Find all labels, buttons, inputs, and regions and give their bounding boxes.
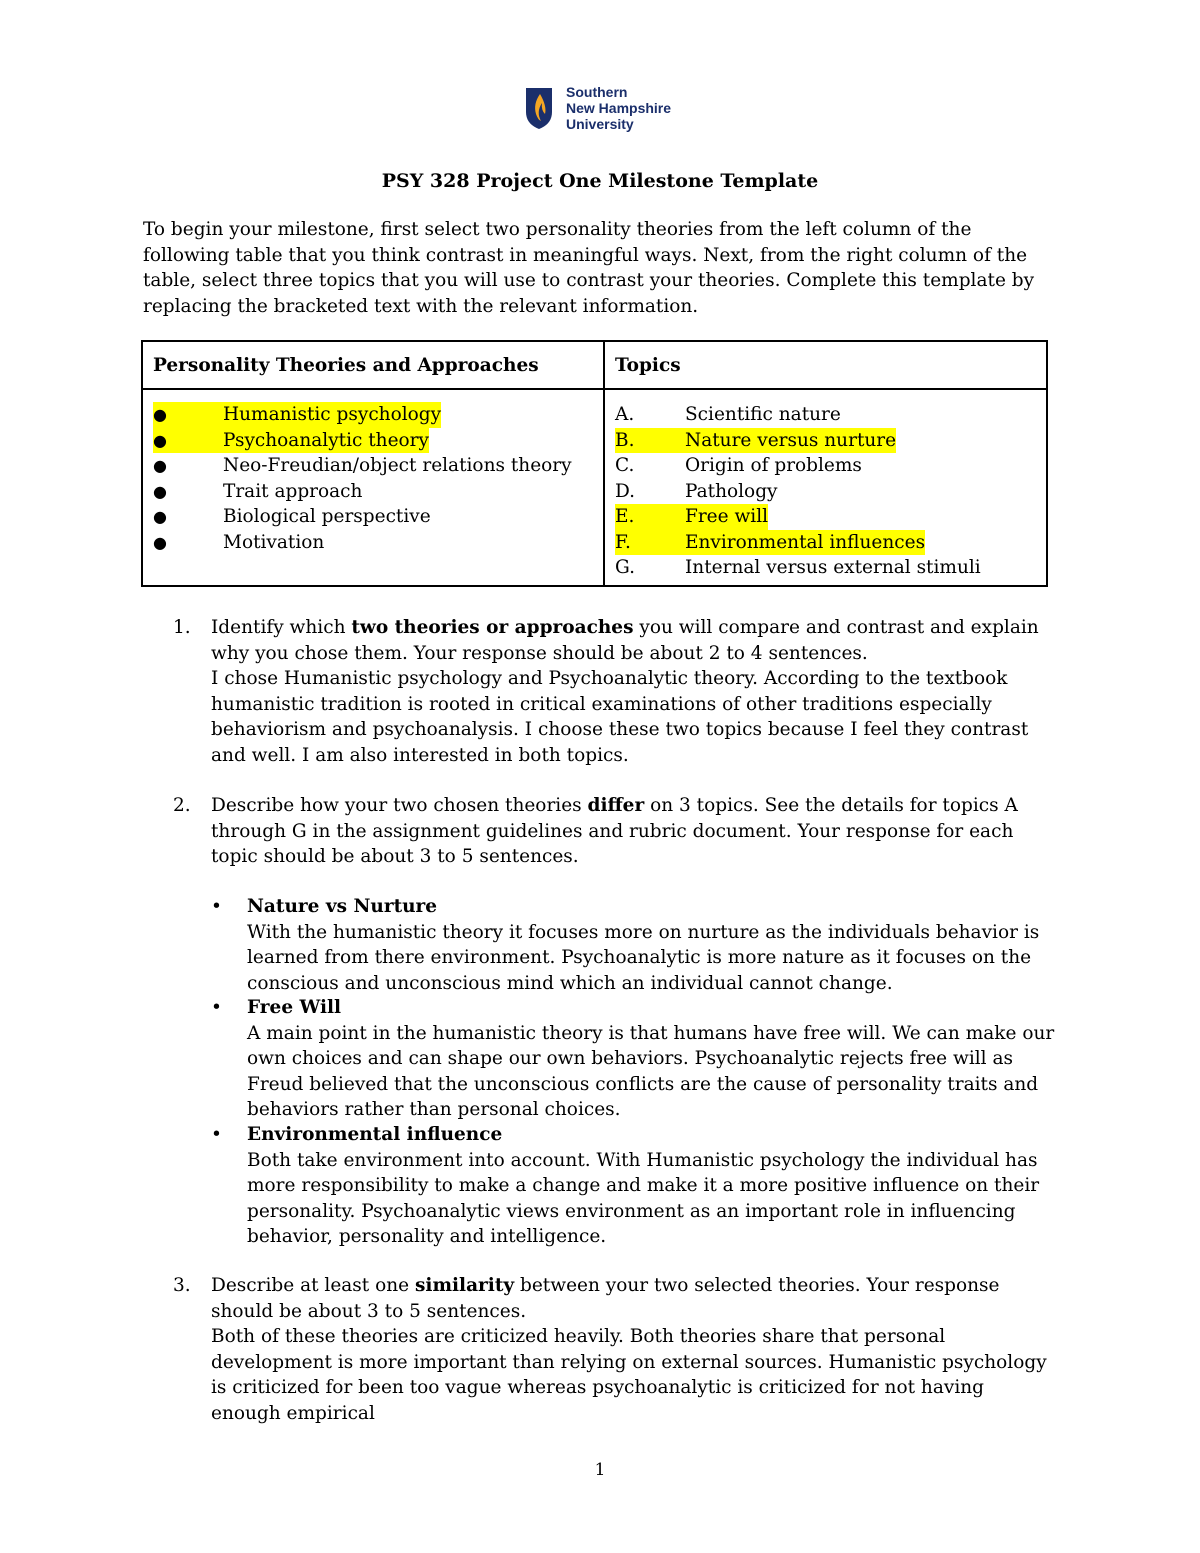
bullet-icon: ●	[153, 532, 167, 552]
page-title: PSY 328 Project One Milestone Template	[381, 170, 819, 192]
theory-label: Motivation	[223, 531, 325, 553]
topic-label: Environmental influences	[685, 531, 926, 553]
difference-text: With the humanistic theory it focuses more on nurture as the individuals behavior is learned from there environment. Psychoanalytic is more nature as it focuses on the conscious and unconscious mind which an individual cannot change.	[247, 921, 1040, 994]
theories-topics-table	[141, 340, 1048, 587]
table-header-topics: Topics	[604, 341, 1047, 389]
snhu-logo	[524, 84, 671, 132]
question-3-body	[211, 1273, 1053, 1426]
bullet-icon: ●	[153, 507, 167, 526]
question-1-answer: I chose Humanistic psychology and Psychoanalytic theory. According to the textbook humanistic tradition is rooted in critical examinations of other traditions especially behaviorism and psychoanalysis. I choose these two topics because I feel they contrast and well. I am also interested in both topics.	[211, 668, 1029, 766]
difference-heading: Free Will	[247, 997, 342, 1018]
topic-letter: F.	[615, 531, 631, 553]
logo-line-3: University	[566, 116, 634, 132]
prompt-text: you will compare and contrast and explain why you chose them. Your response should be about 2 to 4 sentences.	[211, 617, 1039, 664]
theory-label: Trait approach	[223, 480, 363, 502]
question-1-body	[211, 615, 1053, 768]
question-2-prompt	[211, 793, 1053, 870]
bullet-icon: ●	[153, 456, 167, 475]
topic-item	[615, 479, 1036, 505]
question-number: 2.	[173, 795, 191, 816]
prompt-text: Describe how your two chosen theories	[211, 795, 588, 816]
bullet-icon: ●	[153, 481, 167, 501]
question-number: 3.	[173, 1275, 191, 1296]
topic-letter: G.	[615, 557, 635, 578]
theory-label: Biological perspective	[223, 506, 431, 527]
prompt-bold: differ	[587, 795, 645, 816]
flame-shield-icon	[524, 86, 554, 130]
topics-cell	[604, 389, 1047, 586]
theory-label: Neo-Freudian/object relations theory	[223, 455, 572, 476]
theory-label: Psychoanalytic theory	[223, 429, 429, 451]
theories-list	[143, 390, 603, 559]
theory-label: Humanistic psychology	[223, 404, 442, 425]
question-1-prompt	[211, 615, 1053, 666]
theory-item	[153, 504, 593, 530]
prompt-text: between your two selected theories. Your response should be about 3 to 5 sentences.	[211, 1275, 1000, 1322]
theories-cell	[142, 389, 604, 586]
theory-item	[153, 428, 593, 454]
topic-item	[615, 428, 1036, 454]
theory-item	[153, 530, 593, 556]
topic-letter: D.	[615, 480, 636, 502]
bullet-icon: •	[211, 896, 222, 917]
intro-paragraph: To begin your milestone, first select two personality theories from the left column of the following table that you think contrast in meaningful ways. Next, from the right column of the table, select three topics that you will use to contrast your theories. Complete this template by replacing the bracketed text with the relevant information.	[143, 219, 1035, 317]
prompt-bold: two theories or approaches	[351, 617, 634, 638]
topic-label: Internal versus external stimuli	[685, 557, 981, 578]
topic-item	[615, 555, 1036, 581]
logo-wordmark	[566, 84, 671, 132]
difference-text: A main point in the humanistic theory is that humans have free will. We can make our own choices and can shape our own behaviors. Psychoanalytic rejects free will as Freud believed that the unconscious conflicts are the cause of personality traits and behaviors rather than personal choices.	[247, 1022, 1055, 1120]
logo-line-2: New Hampshire	[566, 100, 672, 116]
topic-label: Origin of problems	[685, 455, 862, 476]
bullet-icon: ●	[153, 405, 167, 424]
topic-label: Scientific nature	[685, 404, 841, 425]
topic-item	[615, 453, 1036, 479]
topic-letter: E.	[615, 506, 635, 527]
topics-list	[605, 390, 1046, 585]
page-number: 1	[594, 1460, 606, 1480]
logo-line-1: Southern	[566, 84, 628, 100]
topic-letter: A.	[615, 404, 635, 425]
difference-heading: Nature vs Nurture	[247, 896, 438, 917]
difference-heading: Environmental influence	[247, 1124, 503, 1145]
topic-label: Free will	[685, 506, 769, 527]
topic-letter: B.	[615, 429, 635, 451]
bullet-icon: ●	[153, 430, 167, 450]
topic-item	[615, 530, 1036, 556]
prompt-bold: similarity	[415, 1275, 515, 1296]
bullet-icon: •	[211, 1124, 222, 1145]
table-header-theories: Personality Theories and Approaches	[142, 341, 604, 389]
topic-label: Nature versus nurture	[685, 429, 897, 451]
theory-item	[153, 402, 593, 428]
bullet-icon: •	[211, 997, 222, 1018]
question-3-prompt	[211, 1273, 1053, 1324]
topic-label: Pathology	[685, 480, 778, 502]
prompt-text: Describe at least one	[211, 1275, 415, 1296]
prompt-text: Identify which	[211, 617, 352, 638]
question-number: 1.	[173, 617, 191, 638]
question-3-answer: Both of these theories are criticized heavily. Both theories share that personal development is more important than relying on external sources. Humanistic psychology is criticized for been too vague whereas psychoanalytic is criticized for not having enough empirical	[211, 1326, 1047, 1424]
prompt-text: on 3 topics. See the details for topics A through G in the assignment guidelines and rubric document. Your response for each topic should be about 3 to 5 sentences.	[211, 795, 1018, 867]
topic-item	[615, 504, 1036, 530]
topic-letter: C.	[615, 455, 635, 476]
theory-item	[153, 479, 593, 505]
theory-item	[153, 453, 593, 479]
difference-text: Both take environment into account. With Humanistic psychology the individual has more responsibility to make a change and make it a more positive influence on their personality. Psychoanalytic views environment as an important role in influencing behavior, personality and intelligence.	[247, 1149, 1040, 1247]
topic-item	[615, 402, 1036, 428]
